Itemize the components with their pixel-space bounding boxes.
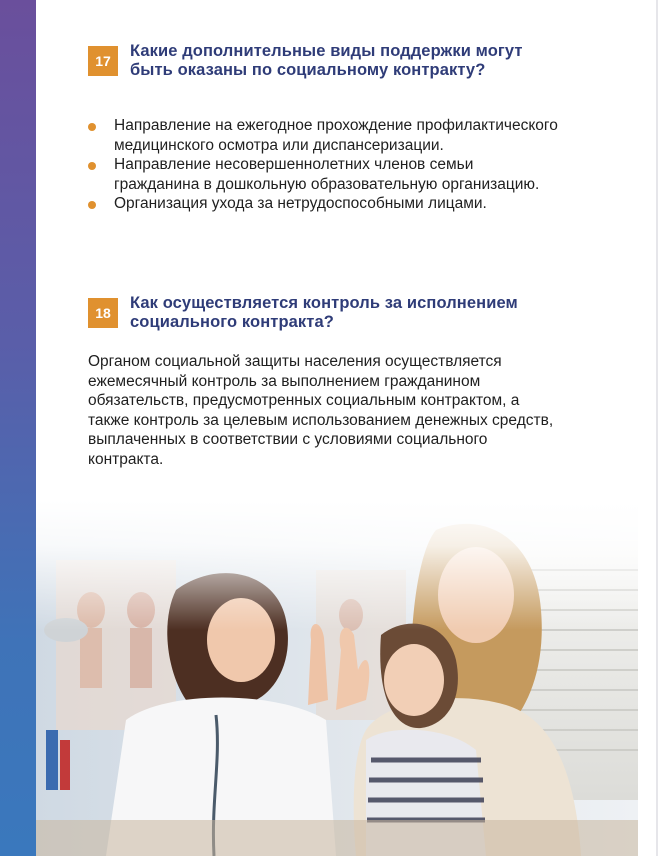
question-title: Как осуществляется контроль за исполнением социального контракта? bbox=[130, 294, 518, 331]
photo-top-fade bbox=[36, 500, 638, 630]
list-item-text: Направление несовершеннолетних членов семьи гражданина в дошкольную образовательную организацию. bbox=[114, 156, 540, 193]
list-item-text: Направление на ежегодное прохождение профилактического медицинского осмотра или диспансеризации. bbox=[114, 117, 558, 154]
bullet-dot-icon bbox=[88, 201, 96, 209]
question-title: Какие дополнительные виды поддержки могут быть оказаны по социальному контракту? bbox=[130, 42, 523, 79]
question-number-badge: 17 bbox=[88, 46, 118, 76]
answer-paragraph: Органом социальной защиты населения осуществляется ежемесячный контроль за выполнением гражданином обязательств, предусмотренных социальным контрактом, а также контроль за целевым использованием денежных средств, выплаченных в соответствии с условиями социального контракта. bbox=[88, 353, 554, 468]
left-decorative-stripe bbox=[0, 0, 36, 856]
list-item bbox=[88, 155, 558, 194]
doctor-child-photo bbox=[36, 500, 638, 856]
bullet-dot-icon bbox=[88, 162, 96, 170]
list-item bbox=[88, 116, 558, 155]
list-item bbox=[88, 194, 558, 214]
bullet-dot-icon bbox=[88, 123, 96, 131]
support-types-list bbox=[88, 116, 558, 214]
question-number-badge: 18 bbox=[88, 298, 118, 328]
list-item-text: Организация ухода за нетрудоспособными лицами. bbox=[114, 195, 487, 212]
